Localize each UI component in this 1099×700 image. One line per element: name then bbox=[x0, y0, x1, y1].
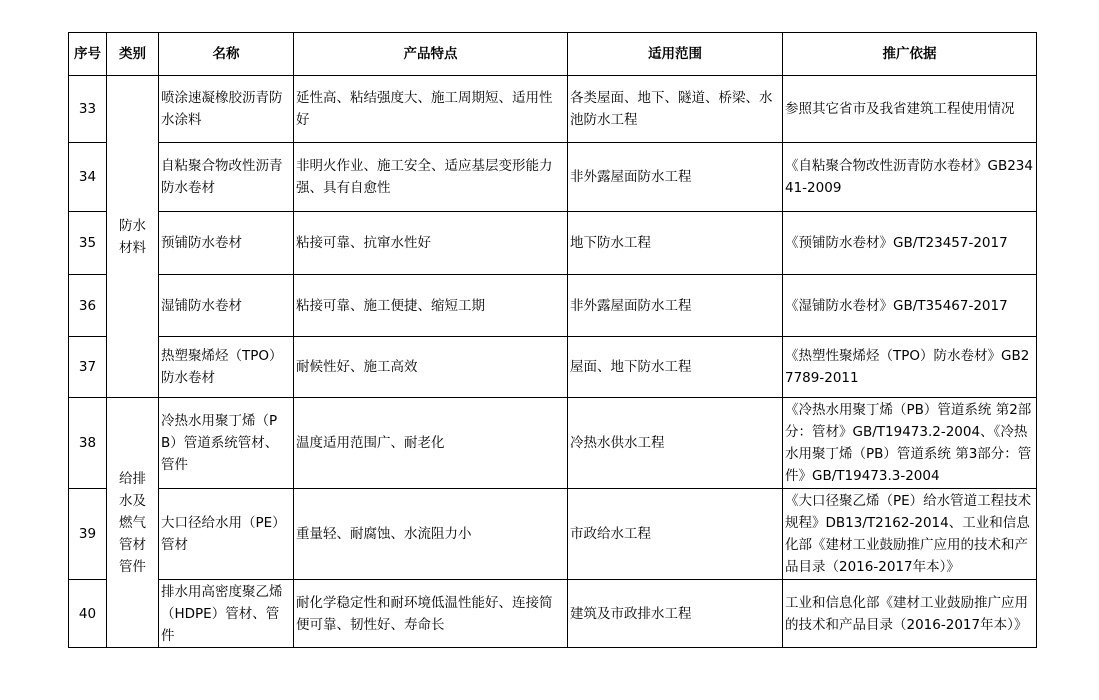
row-no: 33 bbox=[69, 76, 107, 143]
row-no: 37 bbox=[69, 337, 107, 398]
row-scope: 市政给水工程 bbox=[568, 489, 783, 580]
header-no: 序号 bbox=[69, 33, 107, 76]
table-row bbox=[69, 76, 1037, 143]
table-row bbox=[69, 275, 1037, 337]
table-row bbox=[69, 489, 1037, 580]
row-name: 排水用高密度聚乙烯（HDPE）管材、管件 bbox=[159, 580, 294, 648]
header-basis: 推广依据 bbox=[783, 33, 1037, 76]
header-row bbox=[69, 33, 1037, 76]
header-scope: 适用范围 bbox=[568, 33, 783, 76]
table-header bbox=[69, 33, 1037, 76]
table-row bbox=[69, 212, 1037, 275]
header-features: 产品特点 bbox=[294, 33, 568, 76]
category-label: 给排 水及 燃气 管材 管件 bbox=[119, 470, 146, 575]
row-basis: 《热塑性聚烯烃（TPO）防水卷材》GB27789-2011 bbox=[783, 337, 1037, 398]
row-features: 温度适用范围广、耐老化 bbox=[294, 398, 568, 489]
row-no: 38 bbox=[69, 398, 107, 489]
row-scope: 非外露屋面防水工程 bbox=[568, 143, 783, 212]
row-basis: 《冷热水用聚丁烯（PB）管道系统 第2部分：管材》GB/T19473.2-2004、《冷热水用聚丁烯（PB）管道系统 第3部分：管件》GB/T19473.3-2004 bbox=[783, 398, 1037, 489]
row-no: 39 bbox=[69, 489, 107, 580]
row-name: 大口径给水用（PE）管材 bbox=[159, 489, 294, 580]
row-name: 湿铺防水卷材 bbox=[159, 275, 294, 337]
table-row bbox=[69, 337, 1037, 398]
row-features: 非明火作业、施工安全、适应基层变形能力强、具有自愈性 bbox=[294, 143, 568, 212]
row-scope: 建筑及市政排水工程 bbox=[568, 580, 783, 648]
row-name: 冷热水用聚丁烯（PB）管道系统管材、管件 bbox=[159, 398, 294, 489]
row-basis: 《自粘聚合物改性沥青防水卷材》GB23441-2009 bbox=[783, 143, 1037, 212]
row-no: 34 bbox=[69, 143, 107, 212]
row-features: 重量轻、耐腐蚀、水流阻力小 bbox=[294, 489, 568, 580]
row-features: 耐化学稳定性和耐环境低温性能好、连接简便可靠、韧性好、寿命长 bbox=[294, 580, 568, 648]
category-cell bbox=[107, 398, 159, 648]
row-no: 40 bbox=[69, 580, 107, 648]
row-no: 36 bbox=[69, 275, 107, 337]
row-basis: 《预铺防水卷材》GB/T23457-2017 bbox=[783, 212, 1037, 275]
row-no: 35 bbox=[69, 212, 107, 275]
row-name: 喷涂速凝橡胶沥青防水涂料 bbox=[159, 76, 294, 143]
row-name: 预铺防水卷材 bbox=[159, 212, 294, 275]
row-name: 热塑聚烯烃（TPO）防水卷材 bbox=[159, 337, 294, 398]
row-basis: 工业和信息化部《建材工业鼓励推广应用的技术和产品目录（2016-2017年本）》 bbox=[783, 580, 1037, 648]
row-basis: 参照其它省市及我省建筑工程使用情况 bbox=[783, 76, 1037, 143]
row-features: 粘接可靠、抗窜水性好 bbox=[294, 212, 568, 275]
table-row bbox=[69, 143, 1037, 212]
row-scope: 各类屋面、地下、隧道、桥梁、水池防水工程 bbox=[568, 76, 783, 143]
row-features: 耐候性好、施工高效 bbox=[294, 337, 568, 398]
row-scope: 屋面、地下防水工程 bbox=[568, 337, 783, 398]
table-row bbox=[69, 580, 1037, 648]
header-name: 名称 bbox=[159, 33, 294, 76]
product-table bbox=[68, 32, 1037, 648]
row-scope: 冷热水供水工程 bbox=[568, 398, 783, 489]
row-basis: 《大口径聚乙烯（PE）给水管道工程技术规程》DB13/T2162-2014、工业和信息化部《建材工业鼓励推广应用的技术和产品目录（2016-2017年本）》 bbox=[783, 489, 1037, 580]
row-features: 粘接可靠、施工便捷、缩短工期 bbox=[294, 275, 568, 337]
category-cell bbox=[107, 76, 159, 398]
table-row bbox=[69, 398, 1037, 489]
row-features: 延性高、粘结强度大、施工周期短、适用性好 bbox=[294, 76, 568, 143]
row-scope: 地下防水工程 bbox=[568, 212, 783, 275]
row-scope: 非外露屋面防水工程 bbox=[568, 275, 783, 337]
row-name: 自粘聚合物改性沥青防水卷材 bbox=[159, 143, 294, 212]
category-label: 防水 材料 bbox=[119, 217, 146, 256]
table-body bbox=[69, 76, 1037, 648]
row-basis: 《湿铺防水卷材》GB/T35467-2017 bbox=[783, 275, 1037, 337]
header-category: 类别 bbox=[107, 33, 159, 76]
